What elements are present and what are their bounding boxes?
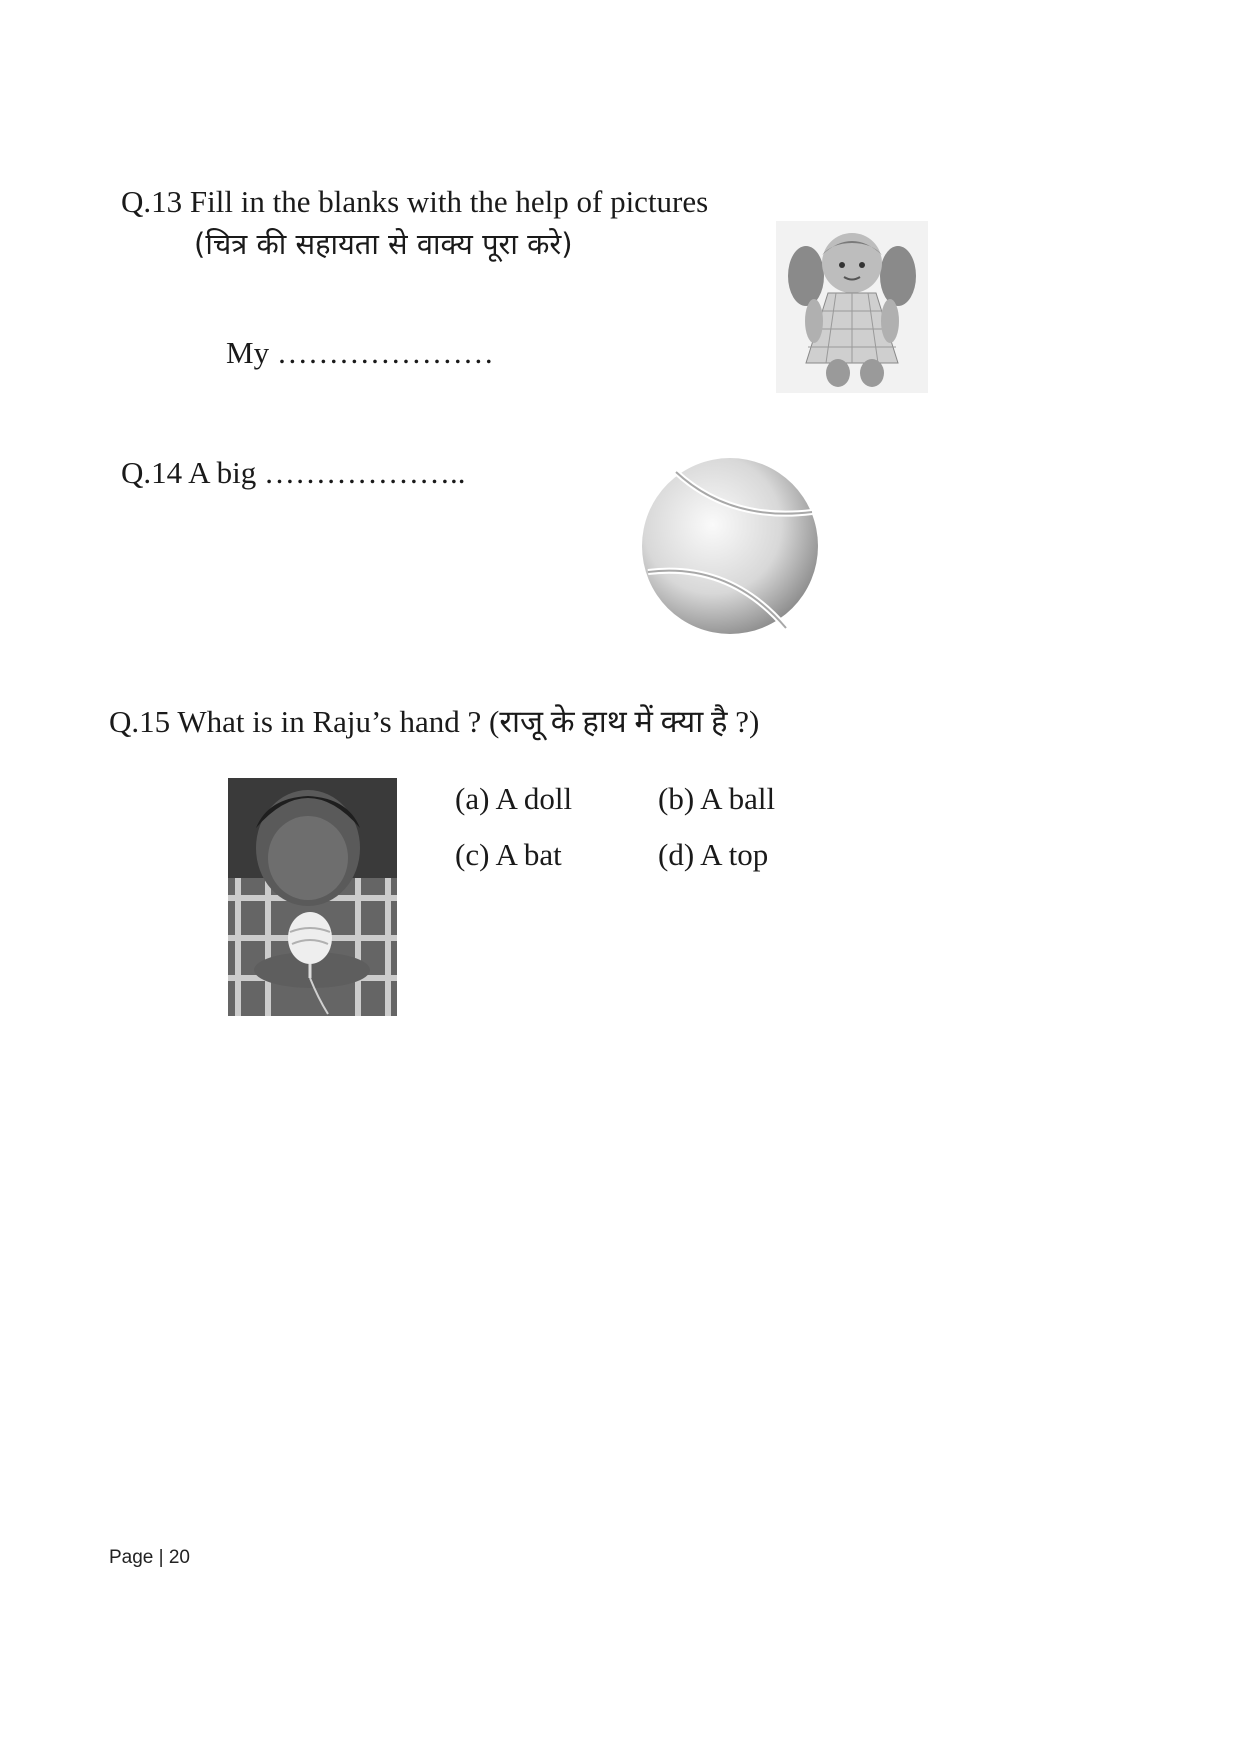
tennis-ball-image xyxy=(636,452,824,640)
doll-image xyxy=(776,221,928,393)
q13-title: Q.13 Fill in the blanks with the help of pictures xyxy=(121,184,709,219)
q13-hindi-instruction: (चित्र की सहायता से वाक्य पूरा करे) xyxy=(194,227,573,261)
option-b: (b) A ball xyxy=(658,781,776,816)
q13-sentence: My ………………… xyxy=(226,335,494,370)
q14-sentence: Q.14 A big ……………….. xyxy=(121,455,466,490)
q15-question: Q.15 What is in Raju’s hand ? (राजू के हाथ में क्या है ?) xyxy=(109,704,760,739)
page-number: Page | 20 xyxy=(109,1547,191,1568)
option-c: (c) A bat xyxy=(455,837,562,872)
boy-with-top-image xyxy=(228,778,397,1016)
option-d: (d) A top xyxy=(658,837,769,872)
option-a: (a) A doll xyxy=(455,781,573,816)
